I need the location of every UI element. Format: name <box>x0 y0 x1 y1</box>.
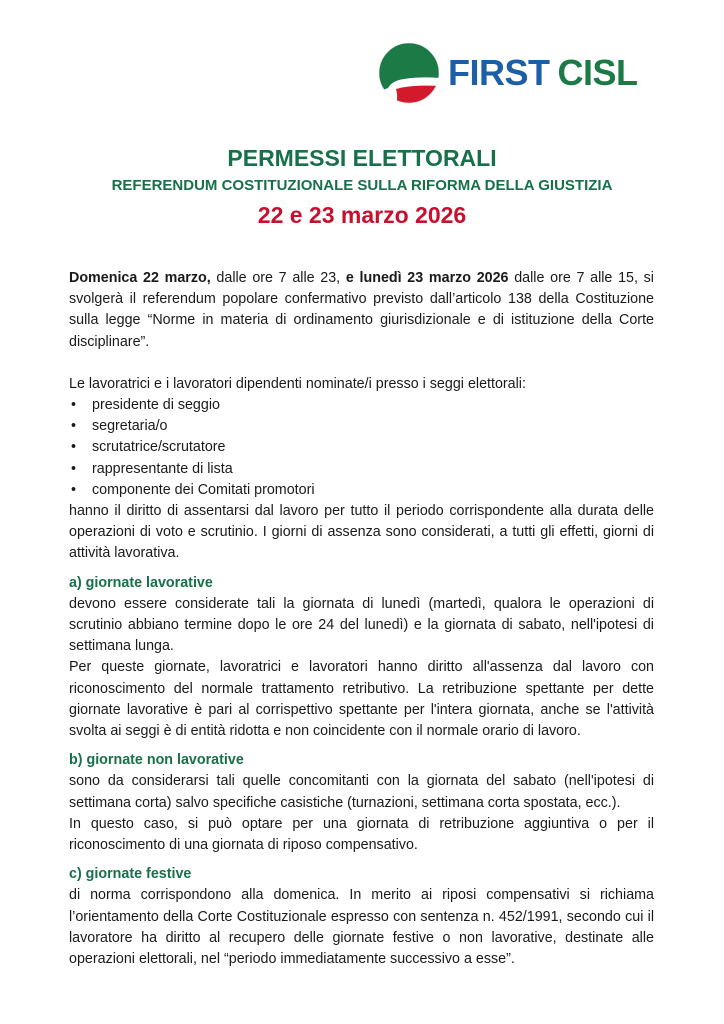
working-days-paragraph-1: devono essere considerate tali la giornata di lunedì (martedì, qualora le operazioni di scrutinio abbiano termine dopo le ore 24 del lunedì) e la giornata di sabato, nell'ipotesi di settimana lunga. <box>69 595 654 655</box>
intro-text-2: dalle ore 7 alle 15, si svolgerà il referendum popolare confermativo previsto dall’articolo 138 della Costituzione sulla legge “Norme in materia di ordinamento giurisdizionale e di istituzione della Corte disciplinare”. <box>69 270 654 350</box>
intro-bold-monday: e lunedì 23 marzo 2026 <box>345 270 509 286</box>
referendum-date: 22 e 23 marzo 2026 <box>257 202 467 228</box>
list-item <box>69 437 654 458</box>
logo-first-text: FIRST <box>448 52 550 93</box>
list-item <box>69 459 654 480</box>
intro-paragraph <box>69 268 654 353</box>
list-item <box>69 416 654 437</box>
page-title: PERMESSI ELETTORALI <box>227 145 497 171</box>
section-heading-holidays: c) giornate festive <box>69 866 192 883</box>
role-label: componente dei Comitati promotori <box>92 481 315 498</box>
bullet-icon: • <box>71 397 77 414</box>
list-item <box>69 395 654 416</box>
bullet-icon: • <box>71 439 77 456</box>
role-label: segretaria/o <box>92 418 168 435</box>
role-label: rappresentante di lista <box>92 460 233 477</box>
document-body <box>69 268 654 970</box>
intro-bold-sunday: Domenica 22 marzo, <box>69 270 211 286</box>
holidays-paragraph-1: di norma corrispondono alla domenica. In merito ai riposi compensativi si richiama l’orientamento della Corte Costituzionale espresso con sentenza n. 452/1991, secondo cui il lavoratore ha diritto al recupero delle giornate festive o non lavorative, destinate alle operazioni elettorali, nel “periodo immediatamente successivo a esse”. <box>69 887 654 968</box>
working-days-paragraph-2: Per queste giornate, lavoratrici e lavoratori hanno diritto all'assenza dal lavoro con riconoscimento del normale trattamento retributivo. La retribuzione spettante per dette giornate lavorative è pari al corrispettivo spettante per l'intera giornata, anche se l'attività svolta ai seggi è di entità ridotta e non coincidente con il normale orario di lavoro. <box>69 659 654 740</box>
roles-list <box>69 395 654 501</box>
intro-text-1: dalle ore 7 alle 23, <box>210 270 346 286</box>
workers-lead: Le lavoratrici e i lavoratori dipendenti nominate/i presso i seggi elettorali: <box>69 375 526 392</box>
logo-wordmark <box>448 52 638 93</box>
first-cisl-logo <box>378 42 638 104</box>
role-label: presidente di seggio <box>92 397 220 414</box>
list-item <box>69 480 654 501</box>
bullet-icon: • <box>71 481 77 498</box>
cisl-emblem-icon <box>378 42 440 104</box>
role-label: scrutatrice/scrutatore <box>92 439 226 456</box>
non-working-days-paragraph-1: sono da considerarsi tali quelle concomitanti con la giornata del sabato (nell'ipotesi di settimana corta) salvo specifiche casistiche (turnazioni, settimana corta spostata, ecc.). <box>69 773 654 811</box>
title-block <box>0 143 724 231</box>
section-heading-non-working-days: b) giornate non lavorative <box>69 752 244 769</box>
logo-cisl-text: CISL <box>557 52 638 93</box>
page-subtitle: REFERENDUM COSTITUZIONALE SULLA RIFORMA DELLA GIUSTIZIA <box>111 177 613 194</box>
section-heading-working-days: a) giornate lavorative <box>69 574 213 591</box>
non-working-days-paragraph-2: In questo caso, si può optare per una giornata di retribuzione aggiuntiva o per il riconoscimento di una giornata di riposo compensativo. <box>69 815 654 854</box>
workers-rights-paragraph: hanno il diritto di assentarsi dal lavoro per tutto il periodo corrispondente alla durata delle operazioni di voto e scrutinio. I giorni di assenza sono considerati, a tutti gli effetti, giorni di attività lavorativa. <box>69 503 654 562</box>
bullet-icon: • <box>71 418 77 435</box>
bullet-icon: • <box>71 460 77 477</box>
